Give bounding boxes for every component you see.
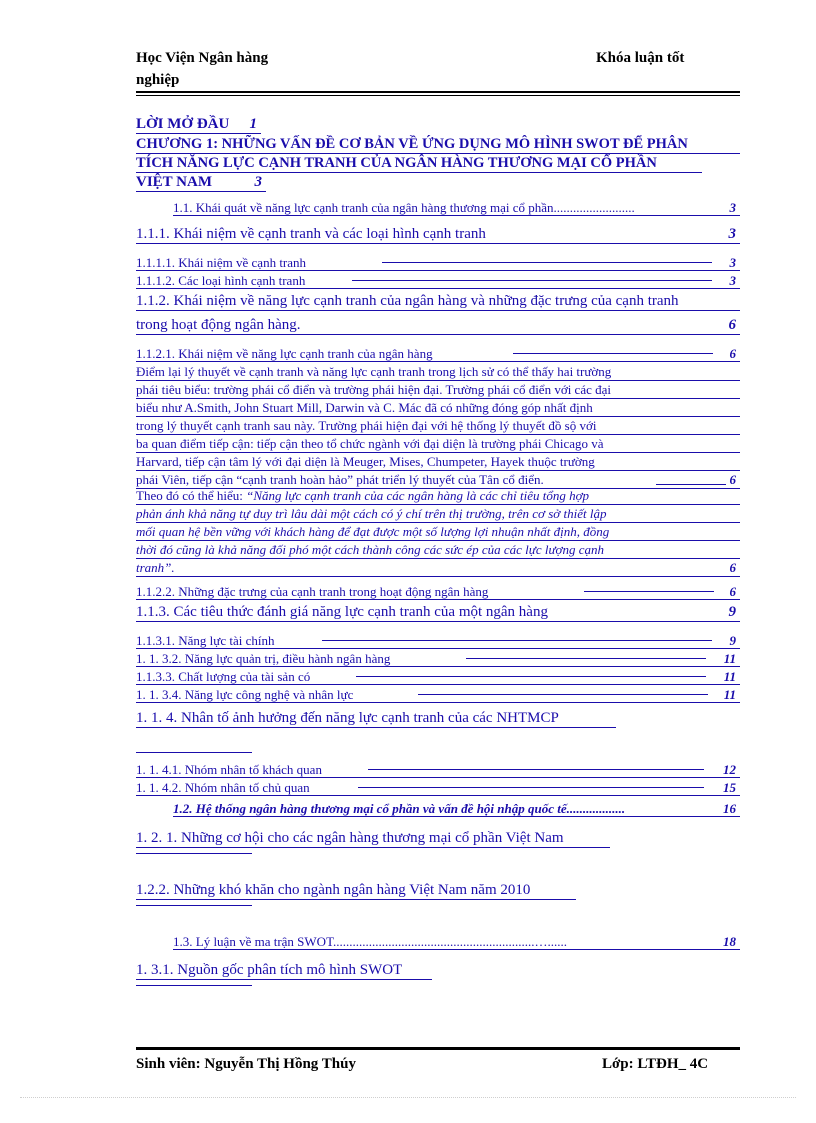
toc-entry-1-2-2-line1[interactable]: 1.2.2. Những khó khăn cho ngành ngân hàng Việt Nam năm 2010 (136, 881, 576, 900)
leader-line (584, 591, 714, 592)
toc-entry-1-1-4-2[interactable]: 1. 1. 4.2. Nhóm nhân tố chủ quan 15 (136, 780, 740, 796)
toc-entry-1-3-1-line1[interactable]: 1. 3.1. Nguồn gốc phân tích mô hình SWOT (136, 961, 432, 980)
toc-entry-1-1-1-2[interactable]: 1.1.1.2. Các loại hình cạnh tranh 3 (136, 273, 740, 289)
leader-line (418, 694, 708, 695)
toc-entry-1-2-2-line2[interactable] (136, 905, 252, 906)
toc-paragraph-theory[interactable]: Điểm lại lý thuyết về cạnh tranh và năng lực cạnh tranh trong lịch sử có thể thấy hai trường phái tiêu biểu: trường phái cổ điển và trường phái hiện đại. Trường phái cổ điển với các đại biểu như A.Smith, John Stuart Mill, Darwin và C. Mác đã có những đóng góp nhất định trong lý thuyết cạnh tranh sau này. Trường phái hiện đại với hệ thống lý thuyết đồ sộ với ba quan điểm tiếp cận: tiếp cận theo tổ chức ngành với đại diện là trường phái Chicago và Harvard, tiếp cận tâm lý với đại diện là Meuger, Mises, Chumpeter, Hayek thuộc trường phái Viên, tiếp cận “cạnh tranh hoàn hảo” phát triển lý thuyết của Tân cổ điển. 6 (136, 363, 740, 489)
toc-entry-1-1-3-4[interactable]: 1. 1. 3.4. Năng lực công nghệ và nhân lực 11 (136, 687, 740, 703)
toc-entry-1-1-3-3[interactable]: 1.1.3.3. Chất lượng của tài sản có 11 (136, 669, 740, 685)
header-rule (136, 91, 740, 93)
toc-underline (136, 752, 252, 753)
toc-entry-1-1-4-1[interactable]: 1. 1. 4.1. Nhóm nhân tố khách quan 12 (136, 762, 740, 778)
footer-class: Lớp: LTĐH_ 4C (602, 1056, 709, 1072)
toc-entry-1-2-1-line1[interactable]: 1. 2. 1. Những cơ hội cho các ngân hàng thương mại cổ phần Việt Nam (136, 829, 610, 848)
page-separator (20, 1097, 796, 1098)
toc-entry-1-1-1-1[interactable]: 1.1.1.1. Khái niệm về cạnh tranh 3 (136, 255, 740, 271)
toc-entry-1-1-1[interactable]: 1.1.1. Khái niệm về cạnh tranh và các loại hình cạnh tranh 3 (136, 225, 740, 244)
leader-line (382, 262, 712, 263)
toc-entry-1-1-2-line2[interactable]: trong hoạt động ngân hàng. 6 (136, 316, 740, 335)
header-rule-thin (136, 95, 740, 96)
toc-entry-chapter1-line1[interactable]: CHƯƠNG 1: NHỮNG VẤN ĐỀ CƠ BẢN VỀ ỨNG DỤNG MÔ HÌNH SWOT ĐỂ PHÂN (136, 135, 740, 154)
leader-line (352, 280, 712, 281)
toc-entry-1-1-3-2[interactable]: 1. 1. 3.2. Năng lực quản trị, điều hành ngân hàng 11 (136, 651, 740, 667)
toc-entry-chapter1-line3[interactable]: VIỆT NAM 3 (136, 173, 266, 192)
leader-line (466, 658, 706, 659)
toc-entry-chapter1-line2[interactable]: TÍCH NĂNG LỰC CẠNH TRANH CỦA NGÂN HÀNG THƯƠNG MẠI CỔ PHẦN (136, 154, 702, 173)
footer-rule (136, 1047, 740, 1050)
leader-line (656, 484, 726, 485)
leader-line (368, 769, 704, 770)
header-institution: Học Viện Ngân hàng (136, 50, 269, 66)
footer-student: Sinh viên: Nguyễn Thị Hồng Thúy (136, 1056, 356, 1072)
header-institution-cont: nghiệp (136, 72, 180, 88)
toc-entry-1-1-2-1[interactable]: 1.1.2.1. Khái niệm về năng lực cạnh tranh của ngân hàng 6 (136, 346, 740, 362)
toc-entry-1-1-3-1[interactable]: 1.1.3.1. Năng lực tài chính 9 (136, 633, 740, 649)
toc-entry-1-1[interactable]: 1.1. Khái quát về năng lực cạnh tranh của ngân hàng thương mại cổ phần......................... 3 (173, 200, 740, 216)
leader-line (358, 787, 704, 788)
header-doc-type: Khóa luận tốt (596, 50, 685, 66)
leader-line (322, 640, 712, 641)
toc-entry-1-3-1-line2[interactable] (136, 985, 252, 986)
toc-entry-intro[interactable]: LỜI MỞ ĐẦU 1 (136, 115, 261, 134)
toc-entry-1-3[interactable]: 1.3. Lý luận về ma trận SWOT..............................................................…...... 18 (173, 934, 740, 950)
toc-entry-1-1-2-2[interactable]: 1.1.2.2. Những đặc trưng của cạnh tranh trong hoạt động ngân hàng 6 (136, 584, 740, 600)
toc-entry-1-2-1-line2[interactable] (136, 853, 252, 854)
toc-entry-1-1-4-line1[interactable]: 1. 1. 4. Nhân tố ảnh hưởng đến năng lực cạnh tranh của các NHTMCP (136, 709, 616, 728)
toc-entry-1-2[interactable]: 1.2. Hệ thống ngân hàng thương mại cổ phần và vấn đề hội nhập quốc tế.................. 16 (173, 801, 740, 817)
toc-entry-1-1-3[interactable]: 1.1.3. Các tiêu thức đánh giá năng lực cạnh tranh của một ngân hàng 9 (136, 603, 740, 622)
toc-paragraph-definition[interactable]: Theo đó có thể hiểu: “Năng lực cạnh tranh của các ngân hàng là các chỉ tiêu tổng hợp phản ánh khả năng tự duy trì lâu dài một cách có ý chí trên thị trường, trên cơ sở thiết lập mối quan hệ bền vững với khách hàng để đạt được một số lượng lợi nhuận nhất định, đồng thời đó cũng là khả năng đối phó một cách thành công các sức ép của các lực lượng cạnh tranh”. 6 (136, 487, 740, 577)
leader-line (181, 576, 716, 577)
toc-entry-1-1-2-line1[interactable]: 1.1.2. Khái niệm về năng lực cạnh tranh của ngân hàng và những đặc trưng của cạnh tranh (136, 292, 740, 311)
leader-line (513, 353, 713, 354)
leader-line (356, 676, 706, 677)
